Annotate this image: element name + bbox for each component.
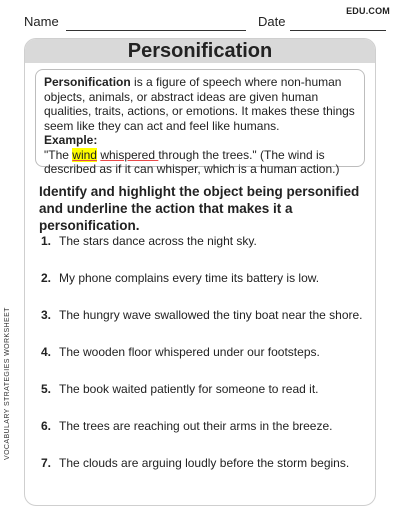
- list-item: [41, 418, 371, 455]
- definition-term: Personification: [44, 75, 131, 89]
- side-label: VOCABULARY STRATEGIES WORKSHEET: [4, 307, 11, 460]
- item-text[interactable]: The stars dance across the night sky.: [59, 234, 257, 248]
- example-post: through the trees." (The wind is described as if it can whisper, which is a human action.): [44, 147, 340, 176]
- list-item: [41, 233, 371, 270]
- item-text[interactable]: My phone complains every time its battery is low.: [59, 271, 320, 285]
- list-item: [41, 270, 371, 307]
- item-text[interactable]: The clouds are arguing loudly before the storm begins.: [59, 456, 350, 470]
- example-label: Example:: [44, 133, 98, 147]
- item-number: 1.: [41, 234, 52, 248]
- brand-logo: EDU.COM: [346, 6, 390, 16]
- name-line: [66, 30, 246, 31]
- item-number: 3.: [41, 308, 52, 322]
- page-title: Personification: [127, 40, 273, 62]
- list-item: [41, 455, 371, 492]
- list-item: [41, 381, 371, 418]
- item-number: 4.: [41, 345, 52, 359]
- worksheet: [24, 38, 376, 506]
- list-item: [41, 307, 371, 344]
- list-item: [41, 344, 371, 381]
- definition-text: is a figure of speech where non-human objects, animals, or abstract ideas are given human qualities, traits, actions, or emotions. It makes these things seem like they can act and feel like humans.: [44, 75, 355, 133]
- item-number: 6.: [41, 419, 52, 433]
- item-text[interactable]: The wooden floor whispered under our footsteps.: [59, 345, 320, 359]
- definition-box: [35, 69, 365, 176]
- example-object: wind: [72, 147, 97, 162]
- item-list: [41, 233, 371, 492]
- item-number: 7.: [41, 456, 52, 470]
- date-label: Date: [258, 14, 286, 29]
- date-line: [290, 30, 386, 31]
- example-pre: "The: [44, 147, 73, 162]
- name-label: Name: [24, 14, 59, 29]
- instructions: Identify and highlight the object being personified and underline the action that makes it a personification.: [39, 184, 360, 233]
- item-text[interactable]: The trees are reaching out their arms in the breeze.: [59, 419, 333, 433]
- title-bar: [25, 39, 375, 63]
- example-action: whispered: [100, 147, 159, 162]
- item-text[interactable]: The book waited patiently for someone to read it.: [59, 382, 319, 396]
- item-text[interactable]: The hungry wave swallowed the tiny boat near the shore.: [59, 308, 363, 322]
- item-number: 5.: [41, 382, 52, 396]
- item-number: 2.: [41, 271, 52, 285]
